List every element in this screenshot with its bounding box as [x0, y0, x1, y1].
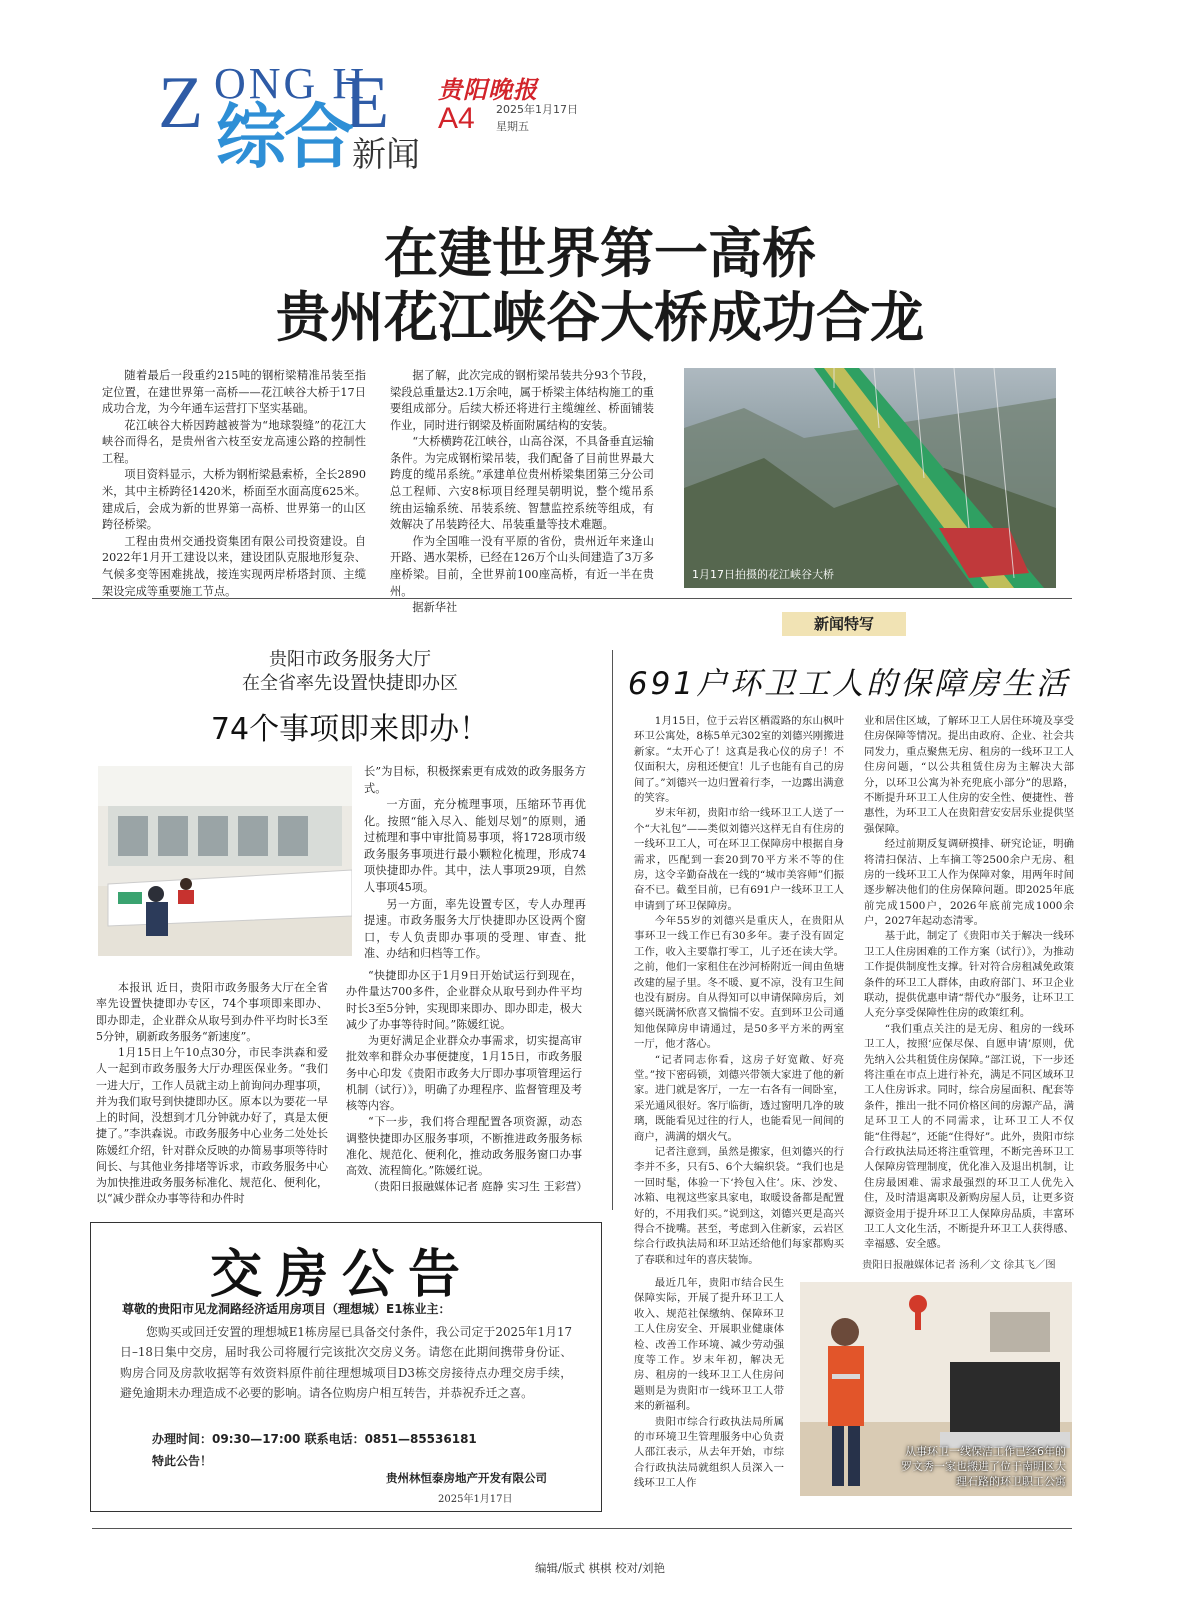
- paragraph: 岁末年初，贵阳市给一线环卫工人送了一个“大礼包”——类似刘德兴这样无自有住房的一线环卫工人，可在环卫工保障房中根据自身需求，匹配到一套20到70平方米不等的住房，这令辛勤奋战在一线的“城市美容师”们振奋不已。截至目前，已有691户一线环卫工人申请到了环卫保障房。: [634, 807, 844, 912]
- service-subtitle: [100, 648, 600, 696]
- worker-home-photo-caption: 从事环卫一线保洁工作已经6年的罗文秀一家也搬进了位于南明区大理石路的环卫职工公寓: [901, 1445, 1066, 1489]
- worker-home-photo: [800, 1282, 1072, 1496]
- service-headline: 74个事项即来即办！: [210, 712, 490, 747]
- paragraph: 1月15日上午10点30分，市民李洪森和爱人一起到市政务服务大厅办理医保业务。“我们一进大厅，工作人员就主动上前询问办理事项，并为我们取号到快捷即办区。原本以为要花一早上的时间，没想到才几分钟就办好了，真是太便捷了。”李洪森说。市政务服务中心业务二处处长陈媛红介绍，针对群众反映的办简易事项等待时间长、与其他业务排堵等诉求，市政务服务中心为加快推进政务服务标准化、规范化、便利化，以“减少群众办事等待和办件时: [96, 1046, 328, 1206]
- bridge-photo: [684, 368, 1056, 588]
- paragraph: 据了解，此次完成的钢桁梁吊装共分93个节段，梁段总重量达2.1万余吨，属于桥梁主体结构施工的重要组成部分。后续大桥还将进行主缆缠丝、桥面铺装作业，同时进行钢梁及桥面附属结构的安装。: [390, 369, 654, 432]
- worker-story-column-3: [634, 1276, 784, 1491]
- paragraph: 作为全国唯一没有平原的省份，贵州近年来逢山开路、遇水架桥，已经在126万个山头间建造了3万多座桥梁。目前，全世界前100座高桥，有近一半在贵州。: [390, 534, 654, 598]
- section-logo-cn: 综合: [216, 96, 352, 178]
- paragraph: 1月15日，位于云岩区栖霞路的东山枫叶环卫公寓处，8栋5单元302室的刘德兴刚搬进新家。“太开心了！这真是我心仪的房子！不仅面积大，房租还便宜！儿子也能有自己的房间了。”刘德兴一边归置着行李，一边露出满意的笑容。: [634, 715, 844, 804]
- service-subtitle-line1: 贵阳市政务服务大厅: [269, 649, 431, 670]
- notice-body: 您购买或回迁安置的理想城E1栋房屋已具备交付条件，我公司定于2025年1月17日–18日集中交房，届时我公司将履行完该批次交房义务。请您在此期间携带身份证、购房合同及房款收据等有效资料原件前往理想城项目D3栋交房接待点办理交房手续，避免逾期未办理造成不必要的影响。请各位购房户相互转告，并恭祝乔迁之喜。: [120, 1325, 572, 1400]
- paragraph: 另一方面，率先设置专区，专人办理再提速。市政务服务大厅快捷即办区设两个窗口，专人负责即办事项的受理、审查、批准、办结和归档等工作。: [364, 897, 586, 961]
- section-logo-letters-ong-h: ONG H: [214, 59, 368, 108]
- lead-headline: [100, 222, 1100, 349]
- reporter-credit: （贵阳日报融媒体记者 庭静 实习生 王彩营）: [368, 1180, 588, 1194]
- paragraph: 随着最后一段重约215吨的钢桁梁精准吊装至指定位置，在建世界第一高桥——花江峡谷大桥于17日成功合龙，为今年通车运营打下坚实基础。: [102, 369, 366, 416]
- paragraph: 记者注意到，虽然是搬家，但刘德兴的行李并不多，只有5、6个大编织袋。“我们也是一回时髦，体验一下‘拎包入住’。床、沙发、冰箱、电视这些家具家电，取暖设备都是配置好的，不用我们买。”说到这，刘德兴更是高兴得合不拢嘴。甚至，考虑到入住新家，云岩区综合行政执法局和环卫站还给他们每家都购买了春联和过年的喜庆装饰。: [634, 1145, 844, 1266]
- paragraph: 本报讯 近日，贵阳市政务服务大厅在全省率先设置快捷即办专区，74个事项即来即办、即办即走，企业群众从取号到办件平均时长3至5分钟，刷新政务服务“新速度”。: [96, 981, 328, 1043]
- lead-headline-line1: 在建世界第一高桥: [384, 222, 816, 285]
- section-logo-letter-z: Z: [158, 62, 204, 144]
- bridge-illustration: [684, 368, 1056, 588]
- section-logo-letter-e: E: [344, 62, 390, 144]
- paragraph: “快捷即办区于1月9日开始试运行到现在，办件量达700多件，企业群众从取号到办件平均时长3至5分钟，实现即来即办、即办即走，极大减少了办事等待时间。”陈媛红说。: [346, 969, 582, 1031]
- service-subtitle-line2: 在全省率先设置快捷即办区: [242, 672, 458, 694]
- paragraph: 经过前期反复调研摸排、研究论证，明确将清扫保洁、上车摘工等2500余户无房、租房的一线环卫工人作为保障对象，用两年时间逐步解决他们的住房保障问题。即2025年底前完成1500户，2026年底前完成1000余户，2027年起动态清零。: [864, 838, 1074, 928]
- notice-company: 贵州林恒泰房地产开发有限公司: [386, 1471, 547, 1485]
- worker-story-column-1: [634, 714, 844, 1268]
- feature-tag: 新闻特写: [782, 612, 906, 636]
- paragraph: 业和居住区域，了解环卫工人居住环境及享受住房保障等情况。提出由政府、企业、社会共同发力，重点聚焦无房、租房的一线环卫工人住房问题，“以公共租赁住房为主解决大部分，以环卫公寓为补充兜底小部分”的思路，不断提升环卫工人住房的安全性、便捷性、普惠性，为环卫工人在贵阳营安安居乐业提供坚强保障。: [864, 715, 1074, 835]
- paragraph: 一方面，充分梳理事项，压缩环节再优化。按照“能入尽入、能划尽划”的原则，通过梳理和事中审批简易事项，将1728项市级政务服务事项进行最小颗粒化梳理，形成74项快捷即办件。其中，法人事项29项，自然人事项45项。: [364, 798, 586, 895]
- paragraph: “下一步，我们将合理配置各项资源，动态调整快捷即办区服务事项，不断推进政务服务标准化、规范化、便利化，推动政务服务窗口办事高效、流程简化。”陈媛红说。: [346, 1115, 582, 1178]
- paragraph: “我们重点关注的是无房、租房的一线环卫工人，按照‘应保尽保、自愿申请’原则，优先纳入公共租赁住房保障。”部江说，下一步还将注重在市点上进行补充，满足不同区域环卫工人住房诉求。同时，综合房屋面积、配套等条件，推出一批不同价格区间的房源产品，满足环卫工人的不同需求，让环卫工人不仅能“住得起”，还能“住得好”。此外，贵阳市综合行政执法局还将注重管理，不断完善环卫工人保障房管理制度，优化准入及退出机制，让住房最困难、需求最强烈的环卫工人优先入住，及时清退离职及新购房屋人员，让更多资源资金用于提升环卫工人保障房品质，丰富环卫工人文化生活，不断提升环卫工人获得感、幸福感、安全感。: [864, 1022, 1074, 1251]
- paragraph: 工程由贵州交通投资集团有限公司投资建设。自2022年1月开工建设以来，建设团队克服地形复杂、气候多变等困难挑战，接连实现两岸桥塔封顶、主缆架设完成等重要施工节点。: [102, 534, 366, 598]
- paragraph: 项目资料显示，大桥为钢桁梁悬索桥，全长2890米，其中主桥跨径1420米，桥面至水面高度625米。建成后，会成为新的世界第一高桥、世界第一的山区跨径桥梁。: [102, 468, 366, 532]
- section-logo-suffix: 新闻: [352, 135, 420, 175]
- column-divider: [612, 650, 613, 1210]
- paragraph: 花江峡谷大桥因跨越被誉为“地球裂缝”的花江大峡谷而得名，是贵州省六枝至安龙高速公路的控制性工程。: [102, 418, 366, 465]
- footer-divider: [92, 1528, 1072, 1529]
- newspaper-name: 贵阳晚报: [438, 75, 538, 104]
- notice-date: 2025年1月17日: [438, 1494, 513, 1505]
- worker-story-column-2: [864, 714, 1074, 1253]
- paragraph: 今年55岁的刘德兴是重庆人，在贵阳从事环卫一线工作已有30多年。妻子没有固定工作，收入主要靠打零工，儿子还在读大学。之前，他们一家租住在沙河桥附近一间由鱼塘改建的屋子里。冬不暖、夏不凉，没有卫生间也没有厨房。自从得知可以申请保障房后，刘德兴既满怀欣喜又惴惴不安。直到环卫公司通知他保障房申请通过，是50多平方米的两室一厅，他才落心。: [634, 915, 844, 1051]
- service-story-column-1: [96, 980, 328, 1208]
- paragraph: “大桥横跨花江峡谷，山高谷深，不具备垂直运输条件。为完成钢桁梁吊装，我们配备了目前世界最大跨度的缆吊系统。”承建单位贵州桥梁集团第三分公司总工程师、六安8标项目经理吴朝明说，整个缆吊系统由运输系统、吊装系统、智慧监控系统等组成，有效解决了吊装跨径大、吊装重量等技术难题。: [390, 435, 654, 532]
- page-number: A4: [438, 102, 475, 135]
- notice-closing: 特此公告！: [152, 1454, 213, 1468]
- issue-weekday: 星期五: [496, 119, 529, 133]
- issue-date-text: 2025年1月17日: [496, 103, 578, 116]
- paragraph: 基于此，制定了《贵阳市关于解决一线环卫工人住房困难的工作方案（试行）》，为推动工作提供制度性支撑。针对符合房租减免政策条件的环卫工人群体，由政府部门、环卫企业联动，提供优惠申请“帮代办”服务，让环卫工人充分享受保障性住房的政策红利。: [864, 930, 1074, 1020]
- lead-headline-line2: 贵州花江峡谷大桥成功合龙: [276, 285, 924, 349]
- worker-story-credit: 贵阳日报融媒体记者 汤利／文 徐其飞／图: [862, 1259, 1056, 1271]
- paragraph: “记者同志你看，这房子好宽敞、好亮堂。”按下密码锁，刘德兴带领大家进了他的新家。进门就是客厅，一左一右各有一间卧室，采光通风很好。客厅临街，透过窗明几净的玻璃，既能看见过往的行人，也能看见一间间的商户，满满的烟火气。: [634, 1053, 844, 1143]
- service-story-column-3: [364, 764, 586, 963]
- paragraph: 长”为目标，积极探索更有成效的政务服务方式。: [364, 765, 586, 795]
- page-footer: 编辑/版式 棋棋 校对/刘艳: [534, 1561, 666, 1575]
- paragraph: 为更好满足企业群众办事需求，切实提高审批效率和群众办事便捷度，1月15日，市政务服务中心印发《贵阳市政务大厅即办事项管理运行机制（试行）》，明确了办理程序、监督管理及考核等内容。: [346, 1034, 582, 1113]
- service-story-column-2: [346, 968, 588, 1196]
- lead-story-column-1: [102, 368, 366, 600]
- paragraph: 贵阳市综合行政执法局所属的市环境卫生管理服务中心负责人邵江表示，从去年开始，市综合行政执法局就组织人员深入一线环卫工人作: [634, 1415, 784, 1490]
- bridge-photo-caption: 1月17日拍摄的花江峡谷大桥: [692, 568, 834, 581]
- story-source: 据新华社: [412, 601, 458, 615]
- notice-greeting: 尊敬的贵阳市见龙洞路经济适用房项目（理想城）E1栋业主：: [122, 1302, 451, 1316]
- section-divider: [92, 598, 1072, 599]
- paragraph: 最近几年，贵阳市结合民生保障实际，开展了提升环卫工人收入、规范社保缴纳、保障环卫工人住房安全、开展职业健康体检、改善工作环境、减少劳动强度等工作。岁末年初，解决无房、租房的一线环卫工人住房问题则是为贵阳市一线环卫工人带来的新福利。: [634, 1277, 784, 1413]
- service-hall-photo: [98, 766, 352, 956]
- worker-headline: 691户环卫工人的保障房生活: [627, 666, 1071, 702]
- lead-story-column-2: [390, 368, 654, 617]
- issue-date: [496, 102, 578, 135]
- service-hall-illustration: [98, 766, 352, 956]
- notice-hours: 办理时间：09:30—17:00 联系电话：0851—85536181: [152, 1432, 477, 1446]
- notice-title: 交房公告: [210, 1244, 475, 1305]
